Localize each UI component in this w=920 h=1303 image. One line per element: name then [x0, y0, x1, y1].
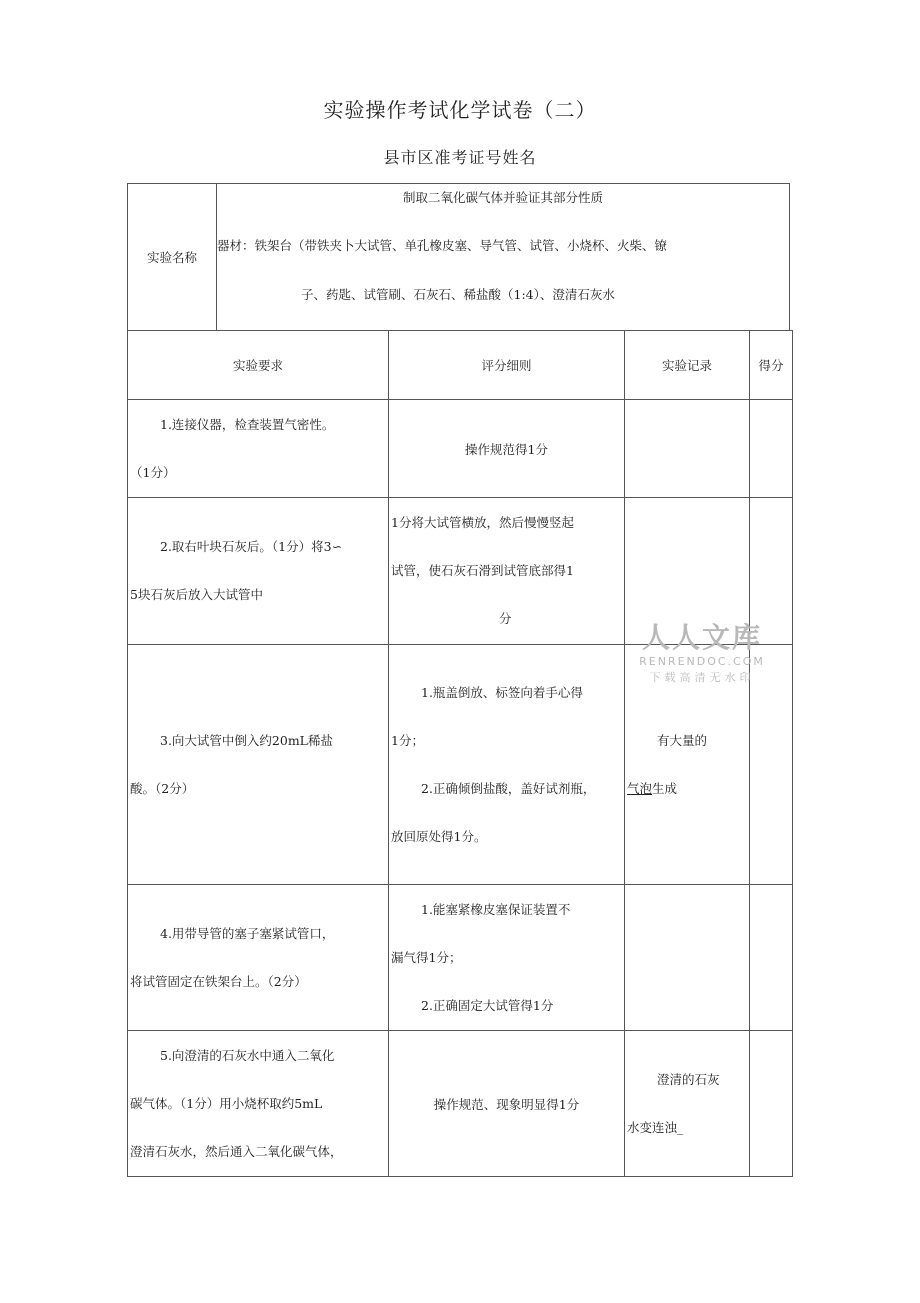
rule-text: 1.能塞紧橡皮塞保证装置不: [421, 901, 571, 917]
requirement-cell: [128, 645, 389, 885]
requirement-cell: [128, 498, 389, 645]
requirement-text: 将试管固定在铁架台上。（2分）: [130, 973, 307, 989]
watermark: [622, 622, 782, 686]
equipment-line-1: 器材：铁架台（带铁夹卜大试管、单孔橡皮塞、导气管、试管、小烧杯、火柴、镣: [217, 238, 668, 253]
score-cell[interactable]: [750, 1031, 793, 1177]
record-cell[interactable]: [625, 400, 750, 498]
table-row: [128, 400, 793, 498]
equipment-line-2: 子、药匙、试管刷、石灰石、稀盐酸（1:4）、澄清石灰水: [301, 287, 615, 302]
experiment-info-cell: [217, 184, 790, 331]
experiment-name: 制取二氧化碳气体并验证其部分性质: [402, 190, 603, 205]
rule-text: 2.正确倾倒盐酸，盖好试剂瓶，: [421, 780, 596, 796]
rule-text: 分: [499, 611, 512, 626]
rule-text: 1分将大试管横放，然后慢慢竖起: [391, 515, 574, 530]
rule-cell: [389, 400, 625, 498]
requirement-text: 酸。（2分）: [130, 780, 195, 796]
record-text: 生成: [652, 780, 678, 796]
record-text: 有大量的: [657, 732, 708, 748]
rule-text: 漏气得1分；: [391, 949, 462, 965]
score-cell[interactable]: [750, 400, 793, 498]
rule-text: 放回原处得1分。: [391, 828, 487, 844]
watermark-brand: 人人文库: [641, 621, 762, 654]
table-row: [128, 1031, 793, 1177]
header-score: 得分: [750, 331, 793, 400]
requirement-cell: [128, 885, 389, 1031]
record-text: [625, 765, 749, 813]
record-text: 澄清的石灰: [657, 1071, 720, 1087]
header-rules: 评分细则: [389, 331, 625, 400]
requirement-text: 1.连接仪器，检查装置气密性。: [160, 416, 335, 432]
rule-cell: [389, 1031, 625, 1177]
requirement-cell: [128, 1031, 389, 1177]
record-text-underlined: 气泡: [627, 780, 653, 796]
header-requirement: 实验要求: [128, 331, 389, 400]
rule-cell: [389, 885, 625, 1031]
requirement-text: 澄清石灰水，然后通入二氧化碳气体，: [130, 1143, 343, 1159]
rule-cell: [389, 645, 625, 885]
table-header-row: [128, 331, 793, 400]
experiment-name-label: 实验名称: [128, 184, 217, 331]
page-title: 实验操作考试化学试卷（二）: [323, 98, 597, 122]
requirement-cell: [128, 400, 389, 498]
requirement-text: （1分）: [130, 464, 176, 480]
record-cell[interactable]: [625, 1031, 750, 1177]
header-record: 实验记录: [625, 331, 750, 400]
rule-cell: [389, 498, 625, 645]
score-cell[interactable]: [750, 885, 793, 1031]
rule-text: 2.正确固定大试管得1分: [421, 997, 554, 1013]
rule-text: 1分；: [391, 732, 424, 748]
scoring-table: [127, 330, 793, 1177]
rule-text: 操作规范、现象明显得1分: [433, 1096, 580, 1112]
requirement-text: 2.取右叶块石灰后。（1分）将3∽: [160, 539, 343, 554]
watermark-site: RENRENDOC.COM: [639, 655, 765, 668]
requirement-text: 5.向澄清的石灰水中通入二氧化: [160, 1047, 335, 1063]
requirement-text: 4.用带导管的塞子塞紧试管口，: [160, 925, 335, 941]
candidate-info-line: 县市区准考证号姓名: [383, 148, 537, 167]
requirement-text: 5块石灰后放入大试管中: [130, 587, 263, 602]
rule-text: 1.瓶盖倒放、标签向着手心得: [421, 684, 583, 700]
rule-text: 操作规范得1分: [465, 441, 548, 457]
record-text: 水变连浊_: [627, 1119, 684, 1135]
record-cell[interactable]: [625, 885, 750, 1031]
requirement-text: 碳气体。（1分）用小烧杯取约5mL: [130, 1095, 323, 1111]
experiment-info-table: [127, 183, 790, 331]
table-row: [128, 885, 793, 1031]
rule-text: 试管，使石灰石滑到试管底部得1: [391, 563, 574, 578]
watermark-tagline: 下载高清无水印: [649, 671, 755, 684]
requirement-text: 3.向大试管中倒入约20mL稀盐: [160, 732, 333, 748]
